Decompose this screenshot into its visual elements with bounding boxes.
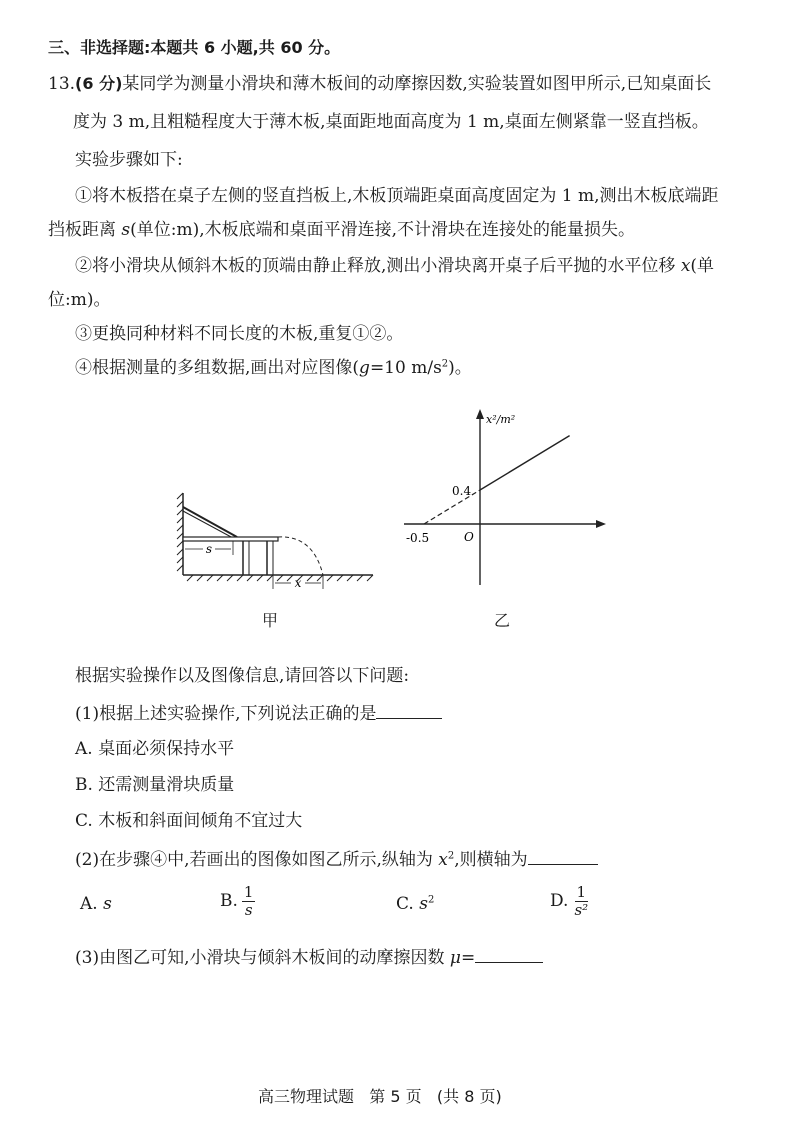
- x-dimension-label: x: [294, 576, 302, 590]
- q2-option-c-sup: 2: [427, 894, 435, 906]
- q2-option-d-num: 1: [576, 883, 587, 901]
- step-2-line-2: 位:m)。: [48, 290, 111, 310]
- annotation-x-intercept: -0.5: [406, 531, 430, 545]
- steps-title: 实验步骤如下:: [75, 150, 183, 170]
- var-mu: μ: [449, 948, 461, 968]
- q2-option-b-label: B.: [220, 891, 238, 911]
- inclined-board-edge: [183, 511, 233, 538]
- q2-option-b: [220, 884, 255, 919]
- x-axis-arrowhead: [596, 520, 606, 528]
- step-3: ③更换同种材料不同长度的木板,重复①②。: [75, 324, 404, 344]
- question-1-text: (1)根据上述实验操作,下列说法正确的是: [75, 704, 377, 724]
- figure-yi-chart: [400, 405, 610, 595]
- step-1-line-2: [48, 218, 635, 242]
- section-heading: 三、非选择题:本题共 6 小题,共 60 分。: [48, 38, 341, 57]
- s-dimension-label: s: [205, 542, 213, 556]
- q1-option-c: C. 木板和斜面间倾角不宜过大: [75, 811, 303, 831]
- annotation-y-intercept: 0.4: [452, 484, 472, 498]
- question-2-text-a: (2)在步骤④中,若画出的图像如图乙所示,纵轴为: [75, 850, 439, 870]
- series-solid-line: [480, 436, 570, 490]
- question-3-text-a: (3)由图乙可知,小滑块与倾斜木板间的动摩擦因数: [75, 948, 450, 968]
- question-13-intro: [48, 72, 711, 96]
- answer-blank-1[interactable]: [376, 700, 442, 719]
- q1-option-b: B. 还需测量滑块质量: [75, 775, 235, 795]
- step-1-text-b: (单位:m),木板底端和桌面平滑连接,不计滑块在连接处的能量损失。: [130, 220, 636, 240]
- table-top: [183, 537, 278, 541]
- step-4-text-a: ④根据测量的多组数据,画出对应图像(: [75, 358, 360, 378]
- q2-option-c-var: s: [419, 894, 428, 914]
- q2-option-a-var: s: [103, 894, 112, 914]
- q2-option-c-label: C.: [396, 894, 414, 914]
- q1-option-a: A. 桌面必须保持水平: [75, 739, 235, 759]
- q2-option-d: [550, 884, 590, 919]
- question-points: (6 分): [75, 74, 123, 93]
- step-1-text-a: 挡板距离: [48, 220, 122, 240]
- footer-total-pages: (共 8 页): [436, 1087, 502, 1106]
- step-2-line-1: [75, 254, 714, 278]
- q2-option-b-fraction: [242, 884, 256, 919]
- inclined-board: [183, 507, 237, 537]
- q2-option-d-fraction: [572, 884, 590, 919]
- step-4-text-c: )。: [448, 358, 472, 378]
- q2-option-a-label: A.: [80, 894, 98, 914]
- step-1-line-1: ①将木板搭在桌子左侧的竖直挡板上,木板顶端距桌面高度固定为 1 m,测出木板底端距: [75, 186, 719, 206]
- question-2: [75, 846, 598, 872]
- y-axis-arrowhead: [476, 409, 484, 419]
- q2-option-a: [80, 892, 112, 916]
- question-1: [75, 700, 442, 726]
- intro-line-2: 度为 3 m,且粗糙程度大于薄木板,桌面距地面高度为 1 m,桌面左侧紧靠一竖直挡板。: [73, 112, 709, 132]
- origin-label: O: [464, 530, 474, 544]
- step-2-text-a: ②将小滑块从倾斜木板的顶端由静止释放,测出小滑块离开桌子后平抛的水平位移: [75, 256, 681, 276]
- q2-option-d-den: s²: [574, 901, 589, 919]
- answer-blank-3[interactable]: [475, 944, 543, 963]
- figure-jia-apparatus: [175, 485, 380, 595]
- question-3-text-b: =: [460, 948, 476, 968]
- q2-option-d-label: D.: [550, 891, 569, 911]
- page-footer: [258, 1084, 502, 1107]
- question-number: 13.: [48, 74, 76, 94]
- var-x: x: [680, 256, 691, 276]
- var-g: g: [359, 358, 370, 378]
- q2-sup: 2: [447, 850, 455, 862]
- question-3: [75, 944, 543, 970]
- questions-prompt: 根据实验操作以及图像信息,请回答以下问题:: [75, 666, 410, 686]
- q2-option-c: [396, 892, 434, 916]
- q2-option-b-den: s: [244, 901, 253, 919]
- var-x-squared: x: [438, 850, 448, 870]
- step-4-text-b: =10 m/s: [369, 358, 442, 378]
- footer-subject: 高三物理试题: [258, 1087, 355, 1106]
- ground-hatching: [187, 575, 373, 581]
- q2-option-b-num: 1: [243, 883, 254, 901]
- step-2-text-b: (单: [690, 256, 715, 276]
- figure-yi-caption: 乙: [494, 611, 511, 630]
- question-2-text-b: ,则横轴为: [454, 850, 528, 870]
- y-axis-label: x²/m²: [486, 413, 516, 426]
- intro-line-1: 某同学为测量小滑块和薄木板间的动摩擦因数,实验装置如图甲所示,已知桌面长: [122, 74, 712, 94]
- footer-page-number: 第 5 页: [369, 1087, 422, 1106]
- var-s: s: [121, 220, 131, 240]
- wall-hatching: [177, 493, 183, 571]
- projectile-trajectory: [278, 537, 323, 575]
- answer-blank-2[interactable]: [528, 846, 598, 865]
- step-4: [75, 356, 472, 380]
- step-4-sup: 2: [441, 358, 449, 370]
- figure-jia-caption: 甲: [262, 611, 279, 630]
